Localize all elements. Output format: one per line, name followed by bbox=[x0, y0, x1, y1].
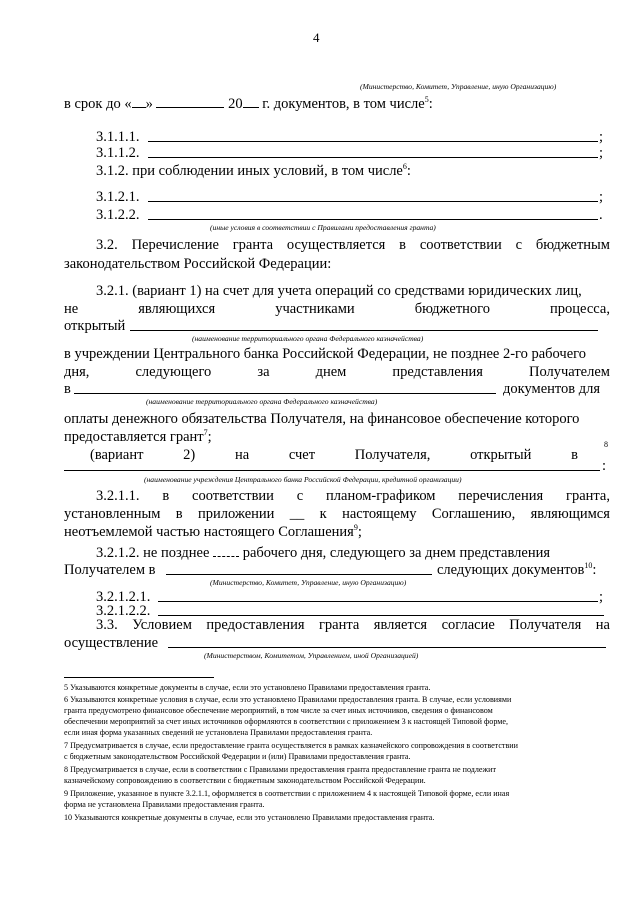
section-3-2-1-1-line2: установленным в приложении __ к настоящему Соглашению, являющимся bbox=[64, 506, 610, 522]
document-page: 4 (Министерство, Комитет, Управление, иную Организацию) в срок до « » 20 г. документов, в том числе$^5$: 3.1.1.1. ; 3.1.1.2. ; 3.1.2. при соблюдении иных условий, в том числе$^6$: 3.1.2.1. ; 3.1.2.2. . (иные условия в соответствии с Правилами предоставления гранта) 3.2. Перечисление гранта осуществляется в соответствии с бюджетным законодательством Российской Федерации: 3.2.1. (вариант 1) на счет для учета операций со средствами юридических лиц, не являющихся участниками бюджетного процесса, открытый (наименование территориального органа Федерального казначейства) в учреждении Центрального банка Российской Федерации, не позднее 2-го рабочего дня, следующего за днем представления Получателем в документов для (наименование территориального органа Федерального казначейства) оплаты денежного обязательства Получателя, на финансовое обеспечение которого предоставляется грант$^7$; (вариант 2) на счет Получателя, открытый в 8 : (наименование учреждения Центрального банка Российской Федерации, кредитной организации) 3.2.1.1. в соответствии с планом-графиком перечисления гранта, установленным в приложении __ к настоящему Соглашению, являющимся неотъемлемой частью настоящего Соглашения$^9$; 3.2.1.2. не позднее рабочего дня, следующего за днем представления Получателем в следующих документов$^{10}$: (Министерство, Комитет, Управление, иную Организацию) 3.2.1.2.1. ; 3.2.1.2.2. 3.3. Условием предоставления гранта является согласие Получателя на осуществление (Министерством, Комитетом, Управлением, иной Организацией) 5 Указываются конкретные документы в случае, если это установлено Правилами предоставления гранта. 6 Указываются конкретные условия в случае, если это установлено Правилами предоставления гранта. В случае, если условиями гранта предусмотрено финансовое обеспечение мероприятий, в том числе за счет иных источников, сведения о финансовом обеспечении мероприятий за счет иных источников оформляются в соответствии с приложением 3 к настоящей Типовой форме, если иная форма указанных сведений не установлена Правилами предоставления гранта. 7 Предусматривается в случае, если предоставление гранта осуществляется в рамках казначейского сопровождения в соответствии с бюджетным законодательством Российской Федерации и (или) Правилами предоставления гранта. 8 Предусматривается в случае, если в соответствии с Правилами предоставления гранта предоставление гранта не подлежит казначейскому сопровождению в соответствии с бюджетным законодательством Российской Федерации. 9 Приложение, указанное в пункте 3.2.1.1, оформляется в соответствии с приложением 4 к настоящей Типовой форме, если иная форма не установлена Правилами предоставления гранта. 10 Указываются конкретные документы в случае, если это установлено Правилами предоставления гранта. bbox=[64, 30, 610, 822]
section-3-2-line1: 3.2. Перечисление гранта осуществляется в соответствии с бюджетным bbox=[96, 237, 610, 253]
footnote-ref-6: 6 bbox=[402, 162, 407, 171]
item-3-1-2-1: 3.1.2.1. bbox=[96, 189, 140, 205]
year-blank bbox=[243, 94, 259, 108]
section-3-2-1-line5: дня, следующего за днем представления Получателем bbox=[64, 364, 610, 380]
section-3-2-1-line7: оплаты денежного обязательства Получателя, на финансовое обеспечение которого bbox=[64, 411, 580, 427]
item-3-1-2-2: 3.1.2.2. bbox=[96, 207, 140, 223]
footnote-separator bbox=[64, 677, 214, 678]
page-number: 4 bbox=[313, 30, 320, 45]
section-3-2-1-1-line1: 3.2.1.1. в соответствии с планом-графиком перечисления гранта, bbox=[96, 488, 610, 504]
footnote-6: 6 Указываются конкретные условия в случае, если это установлено Правилами предоставления гранта. В случае, если условиями bbox=[64, 695, 512, 704]
footnote-ref-5: 5 bbox=[424, 95, 429, 104]
days-blank bbox=[213, 543, 239, 557]
footnote-10: 10 Указываются конкретные документы в случае, если это установлено Правилами предоставления гранта. bbox=[64, 813, 435, 822]
fill-line bbox=[148, 219, 598, 220]
variant-2-line: (вариант 2) на счет Получателя, открытый в bbox=[90, 447, 578, 463]
item-3-1-1-1: 3.1.1.1. bbox=[96, 129, 140, 145]
section-3-2-1-line4: в учреждении Центрального банка Российской Федерации, не позднее 2-го рабочего bbox=[64, 346, 586, 362]
caption-treasury-1: (наименование территориального органа Федерального казначейства) bbox=[192, 334, 424, 343]
item-3-1-1-2: 3.1.1.2. bbox=[96, 145, 140, 161]
item-3-2-1-2-1: 3.2.1.2.1. bbox=[96, 589, 151, 605]
footnote-5: 5 Указываются конкретные документы в случае, если это установлено Правилами предоставления гранта. bbox=[64, 683, 431, 692]
caption-treasury-2: (наименование территориального органа Федерального казначейства) bbox=[146, 397, 378, 406]
item-3-1-2: 3.1.2. при соблюдении иных условий, в том числе$^6$: bbox=[96, 162, 411, 179]
caption-other-conditions: (иные условия в соответствии с Правилами предоставления гранта) bbox=[210, 223, 436, 232]
section-3-3-line1: 3.3. Условием предоставления гранта является согласие Получателя на bbox=[96, 617, 610, 633]
footnote-ref-8: 8 bbox=[604, 440, 608, 449]
fill-line bbox=[158, 601, 598, 602]
caption-ministry-top: (Министерство, Комитет, Управление, иную Организацию) bbox=[360, 82, 557, 91]
caption-central-bank: (наименование учреждения Центрального банка Российской Федерации, кредитной организации) bbox=[144, 475, 462, 484]
deadline-line: в срок до « » 20 г. документов, в том числе$^5$: bbox=[64, 95, 433, 112]
footnote-ref-10: 10 bbox=[584, 561, 593, 570]
fill-line bbox=[166, 574, 432, 575]
footnote-ref-9: 9 bbox=[353, 523, 358, 532]
section-3-2-1-2-line2: следующих документов$^{10}$: bbox=[437, 561, 597, 578]
section-3-2-1-1-line3: неотъемлемой частью настоящего Соглашения$^9$; bbox=[64, 523, 362, 540]
section-3-2-1-line1: 3.2.1. (вариант 1) на счет для учета операций со средствами юридических лиц, bbox=[96, 283, 582, 299]
opened-at-label: открытый bbox=[64, 318, 126, 334]
fill-line bbox=[168, 647, 606, 648]
day-blank bbox=[132, 94, 146, 108]
footnote-7: 7 Предусматривается в случае, если предоставление гранта осуществляется в рамках казначейского сопровождения в соответствии bbox=[64, 741, 518, 750]
section-3-2-1-line2: не являющихся участниками бюджетного процесса, bbox=[64, 301, 610, 317]
caption-ministry-3: (Министерством, Комитетом, Управлением, иной Организацией) bbox=[204, 651, 419, 660]
month-blank bbox=[156, 94, 224, 108]
section-3-2-1-line8: предоставляется грант$^7$; bbox=[64, 428, 212, 445]
fill-line bbox=[148, 141, 598, 142]
footnote-8: 8 Предусматривается в случае, если в соответствии с Правилами предоставления гранта предоставление гранта не подлежит bbox=[64, 765, 496, 774]
fill-line bbox=[74, 393, 496, 394]
fill-line bbox=[148, 157, 598, 158]
caption-ministry-2: (Министерство, Комитет, Управление, иную Организацию) bbox=[210, 578, 407, 587]
section-3-2-line2: законодательством Российской Федерации: bbox=[64, 256, 332, 272]
item-3-2-1-2-2: 3.2.1.2.2. bbox=[96, 603, 151, 619]
fill-line bbox=[130, 330, 598, 331]
footnote-9: 9 Приложение, указанное в пункте 3.2.1.1, оформляется в соответствии с приложением 4 к настоящей Типовой форме, если иная bbox=[64, 789, 510, 798]
fill-line bbox=[64, 470, 600, 471]
section-3-2-1-2-line1: 3.2.1.2. не позднее рабочего дня, следующего за днем представления bbox=[96, 545, 551, 561]
footnote-ref-7: 7 bbox=[203, 428, 208, 437]
fill-line bbox=[148, 201, 598, 202]
